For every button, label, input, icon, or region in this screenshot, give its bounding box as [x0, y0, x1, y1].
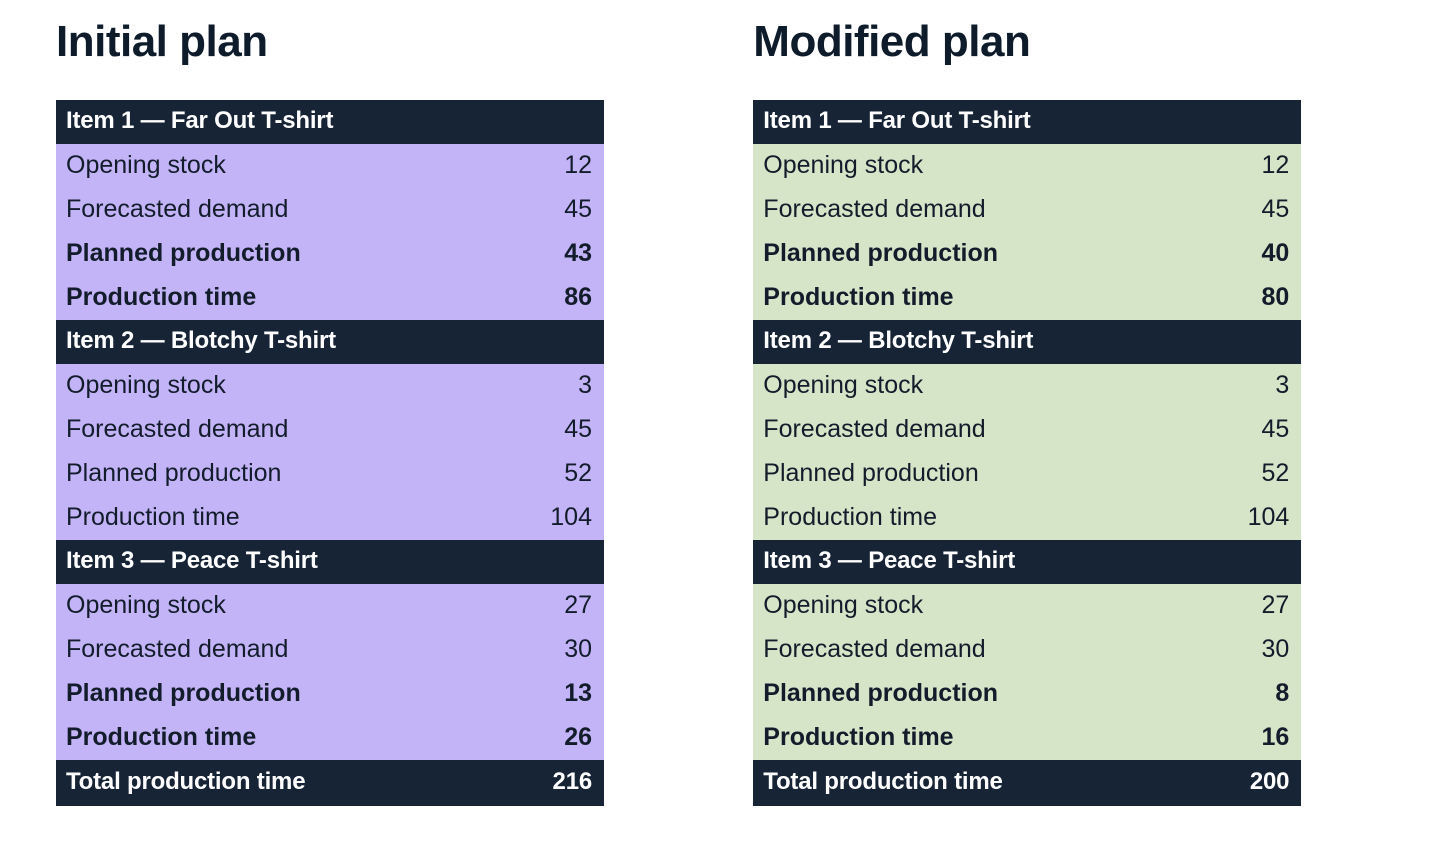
- row-label: Forecasted demand: [763, 195, 986, 224]
- table-row: [56, 628, 604, 672]
- row-label: Planned production: [763, 239, 999, 268]
- group-header-label: Item 3 — Peace T-shirt: [66, 547, 318, 575]
- row-value: 3: [578, 371, 592, 400]
- row-label: Forecasted demand: [66, 195, 289, 224]
- table-row: [56, 188, 604, 232]
- total-label: Total production time: [763, 768, 1003, 796]
- table-row: [56, 232, 604, 276]
- table-row: [56, 672, 604, 716]
- group-header-item-1: [753, 100, 1301, 144]
- row-label: Planned production: [763, 459, 979, 488]
- table-row: [753, 496, 1301, 540]
- table-row: [753, 408, 1301, 452]
- row-label: Production time: [66, 283, 257, 312]
- group-header-label: Item 1 — Far Out T-shirt: [66, 107, 334, 135]
- table-row: [56, 496, 604, 540]
- group-header-label: Item 1 — Far Out T-shirt: [763, 107, 1031, 135]
- group-header-item-1: [56, 100, 604, 144]
- row-label: Opening stock: [763, 591, 924, 620]
- row-value: 86: [564, 283, 592, 312]
- row-value: 45: [564, 195, 592, 224]
- row-value: 104: [550, 503, 592, 532]
- table-row: [753, 364, 1301, 408]
- table-row: [753, 628, 1301, 672]
- row-value: 30: [564, 635, 592, 664]
- modified-plan-column: [753, 18, 1440, 806]
- total-value: 216: [552, 768, 592, 796]
- table-row: [753, 188, 1301, 232]
- group-header-item-2: [56, 320, 604, 364]
- row-value: 12: [564, 151, 592, 180]
- row-value: 16: [1261, 723, 1290, 752]
- row-value: 52: [564, 459, 592, 488]
- row-value: 45: [1261, 195, 1290, 224]
- initial-plan-table: [56, 100, 604, 806]
- row-label: Production time: [763, 283, 954, 312]
- total-value: 200: [1249, 768, 1290, 796]
- table-row: [56, 716, 604, 760]
- row-label: Opening stock: [66, 151, 226, 180]
- modified-plan-table: [753, 100, 1301, 806]
- row-value: 45: [564, 415, 592, 444]
- row-label: Production time: [763, 503, 937, 532]
- row-label: Production time: [66, 503, 240, 532]
- row-label: Opening stock: [763, 151, 924, 180]
- table-row: [753, 276, 1301, 320]
- table-row: [56, 408, 604, 452]
- row-value: 3: [1275, 371, 1290, 400]
- table-row: [753, 452, 1301, 496]
- initial-plan-column: [0, 18, 689, 806]
- row-value: 40: [1261, 239, 1290, 268]
- page-title-initial: Initial plan: [56, 17, 268, 66]
- row-label: Opening stock: [66, 591, 226, 620]
- row-value: 8: [1275, 679, 1290, 708]
- row-label: Production time: [763, 723, 954, 752]
- page-title-modified: Modified plan: [753, 17, 1031, 66]
- row-label: Planned production: [66, 239, 301, 268]
- table-row: [56, 364, 604, 408]
- table-row: [753, 584, 1301, 628]
- total-production-time-row: [753, 760, 1301, 806]
- group-header-label: Item 2 — Blotchy T-shirt: [66, 327, 336, 355]
- row-value: 27: [564, 591, 592, 620]
- table-row: [753, 716, 1301, 760]
- row-value: 27: [1261, 591, 1290, 620]
- table-row: [753, 232, 1301, 276]
- group-header-item-2: [753, 320, 1301, 364]
- row-label: Opening stock: [763, 371, 924, 400]
- total-production-time-row: [56, 760, 604, 806]
- row-value: 104: [1247, 503, 1290, 532]
- group-header-label: Item 3 — Peace T-shirt: [763, 547, 1015, 575]
- group-header-item-3: [753, 540, 1301, 584]
- row-value: 13: [564, 679, 592, 708]
- table-row: [753, 672, 1301, 716]
- row-value: 43: [564, 239, 592, 268]
- table-row: [56, 276, 604, 320]
- row-value: 30: [1261, 635, 1290, 664]
- row-value: 12: [1261, 151, 1290, 180]
- row-value: 45: [1261, 415, 1290, 444]
- row-label: Forecasted demand: [66, 635, 289, 664]
- row-label: Planned production: [763, 679, 999, 708]
- row-value: 52: [1261, 459, 1290, 488]
- row-label: Planned production: [66, 459, 282, 488]
- table-row: [56, 584, 604, 628]
- table-row: [56, 144, 604, 188]
- row-label: Production time: [66, 723, 257, 752]
- row-label: Forecasted demand: [66, 415, 289, 444]
- table-row: [56, 452, 604, 496]
- table-row: [753, 144, 1301, 188]
- row-label: Forecasted demand: [763, 415, 986, 444]
- total-label: Total production time: [66, 768, 306, 796]
- row-label: Opening stock: [66, 371, 226, 400]
- row-value: 26: [564, 723, 592, 752]
- row-value: 80: [1261, 283, 1290, 312]
- row-label: Planned production: [66, 679, 301, 708]
- row-label: Forecasted demand: [763, 635, 986, 664]
- group-header-item-3: [56, 540, 604, 584]
- group-header-label: Item 2 — Blotchy T-shirt: [763, 327, 1034, 355]
